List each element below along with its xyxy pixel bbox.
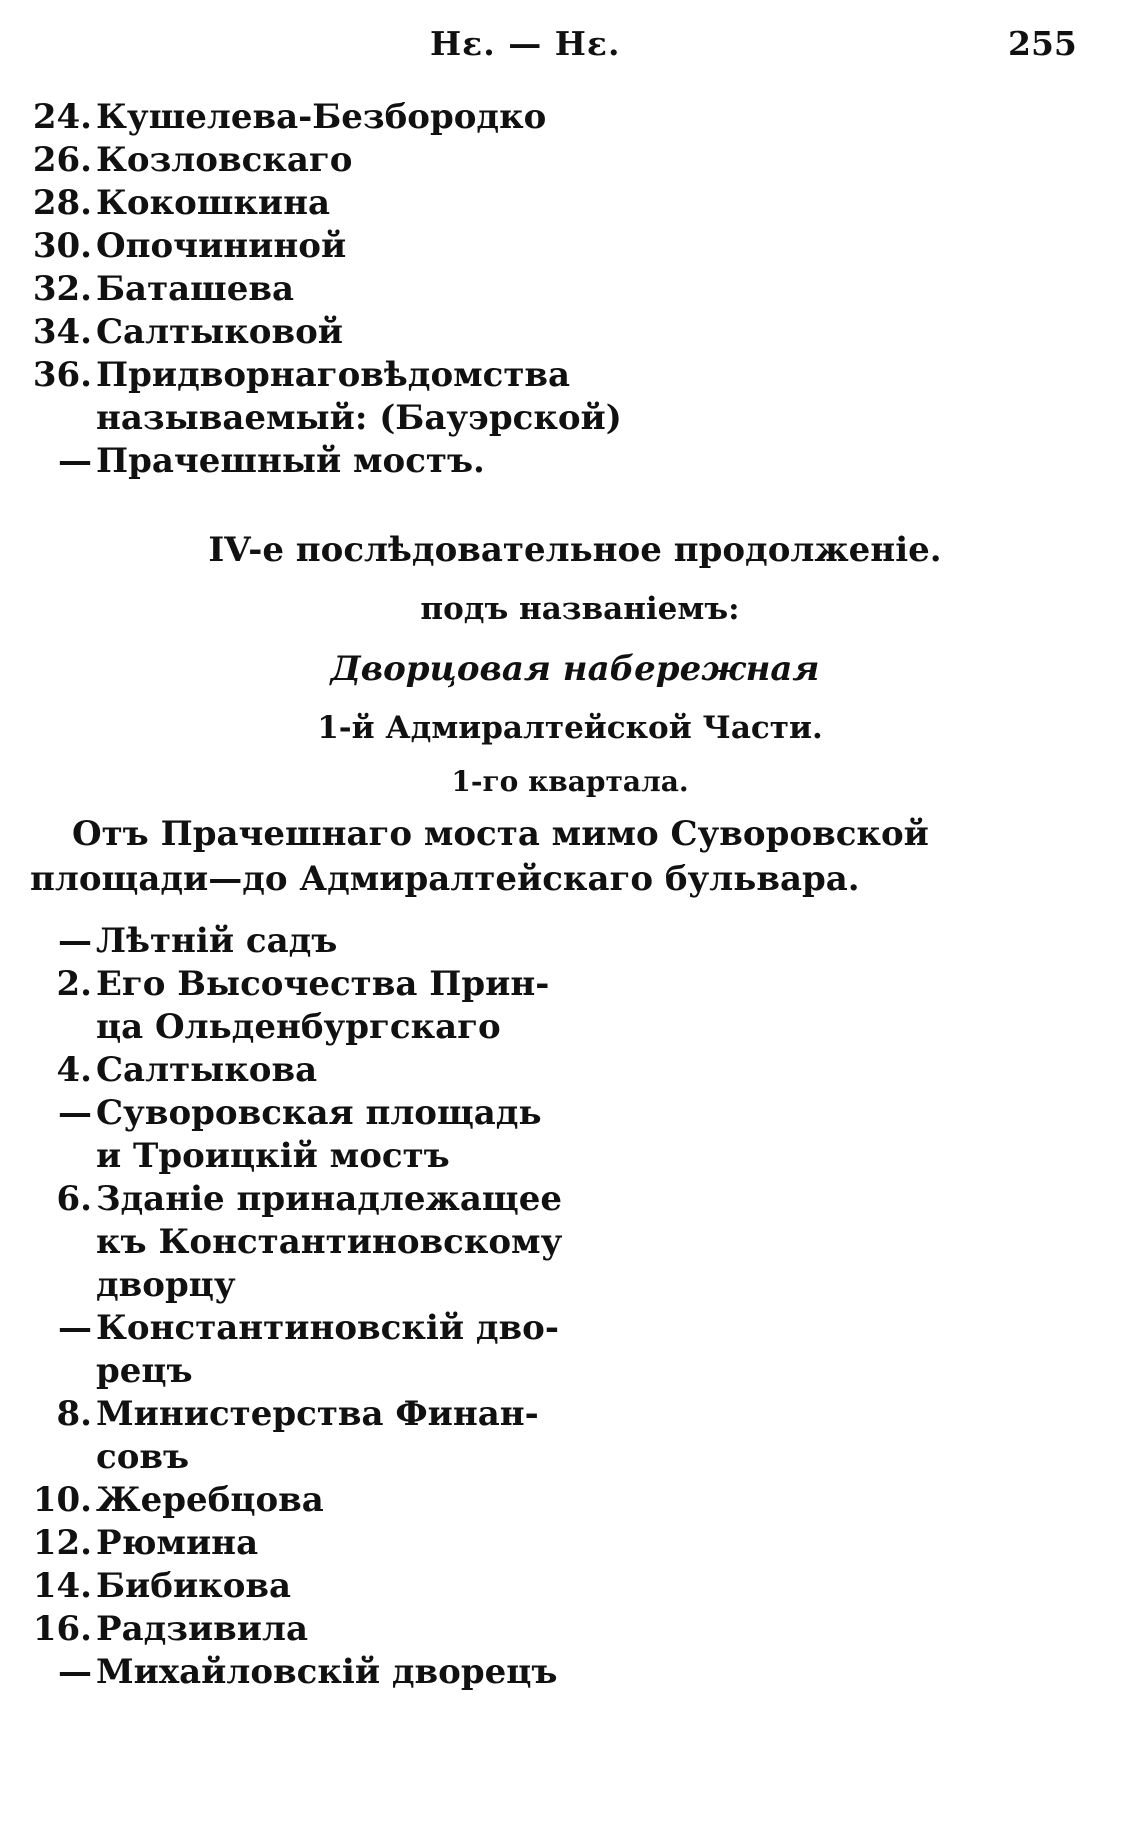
list-item: — Константиновскій дво- bbox=[58, 1308, 559, 1348]
list-item-continuation: къ Константиновскому bbox=[96, 1222, 563, 1262]
list-item-continuation: называемый: (Бауэрской) bbox=[96, 398, 622, 438]
list-item: 4. Салтыкова bbox=[56, 1050, 318, 1090]
list-item: 16. Радзивила bbox=[32, 1609, 309, 1649]
page-number: 255 bbox=[1008, 24, 1077, 63]
list-item: 30. Опочининой bbox=[32, 226, 347, 266]
section-heading bbox=[0, 520, 1140, 808]
list-item: 28. Кокошкина bbox=[32, 183, 331, 223]
list-item-continuation: и Троицкій мостъ bbox=[96, 1136, 450, 1176]
list-item: — Прачешный мостъ. bbox=[58, 441, 485, 481]
list-item: 32. Баташева bbox=[32, 269, 295, 309]
list-item: — Лѣтній садъ bbox=[58, 921, 338, 961]
running-head: Нε. — Нε. bbox=[430, 24, 621, 63]
district-name: 1-й Адмиралтейской Части. bbox=[317, 710, 823, 746]
list-item-continuation: ца Ольденбургскаго bbox=[96, 1007, 501, 1047]
house-list-bottom bbox=[30, 920, 563, 1694]
list-item: 34. Салтыковой bbox=[32, 312, 343, 352]
section-subtitle: подъ названіемъ: bbox=[420, 591, 740, 627]
list-item-continuation: совъ bbox=[96, 1437, 190, 1477]
quarter-name: 1-го квартала. bbox=[451, 765, 689, 798]
list-item: 10. Жеребцова bbox=[32, 1480, 324, 1520]
house-list-top bbox=[30, 96, 622, 483]
street-name: Дворцовая набережная bbox=[330, 649, 820, 689]
list-item: 12. Рюмина bbox=[32, 1523, 259, 1563]
list-item: 8. Министерства Финан- bbox=[56, 1394, 539, 1434]
list-item: 6. Зданіе принадлежащее bbox=[56, 1179, 562, 1219]
list-item: 26. Козловскаго bbox=[32, 140, 353, 180]
list-item: 36. Придворнаговѣдомства bbox=[32, 355, 571, 395]
list-item-continuation: рецъ bbox=[96, 1351, 193, 1391]
list-item-continuation: дворцу bbox=[96, 1265, 236, 1305]
list-item: 24. Кушелева-Безбородко bbox=[32, 97, 547, 137]
route-description: Отъ Прачешнаго моста мимо Суворовской площади—до Адмиралтейскаго бульвара. bbox=[30, 814, 929, 899]
page-header bbox=[0, 24, 1140, 74]
list-item: — Михайловскій дворецъ bbox=[58, 1652, 558, 1692]
list-item: 14. Бибикова bbox=[32, 1566, 292, 1606]
list-item: 2. Его Высочества Прин- bbox=[56, 964, 550, 1004]
list-item: — Суворовская площадь bbox=[58, 1093, 542, 1133]
section-title: IV-е послѣдовательное продолженіе. bbox=[208, 530, 942, 570]
